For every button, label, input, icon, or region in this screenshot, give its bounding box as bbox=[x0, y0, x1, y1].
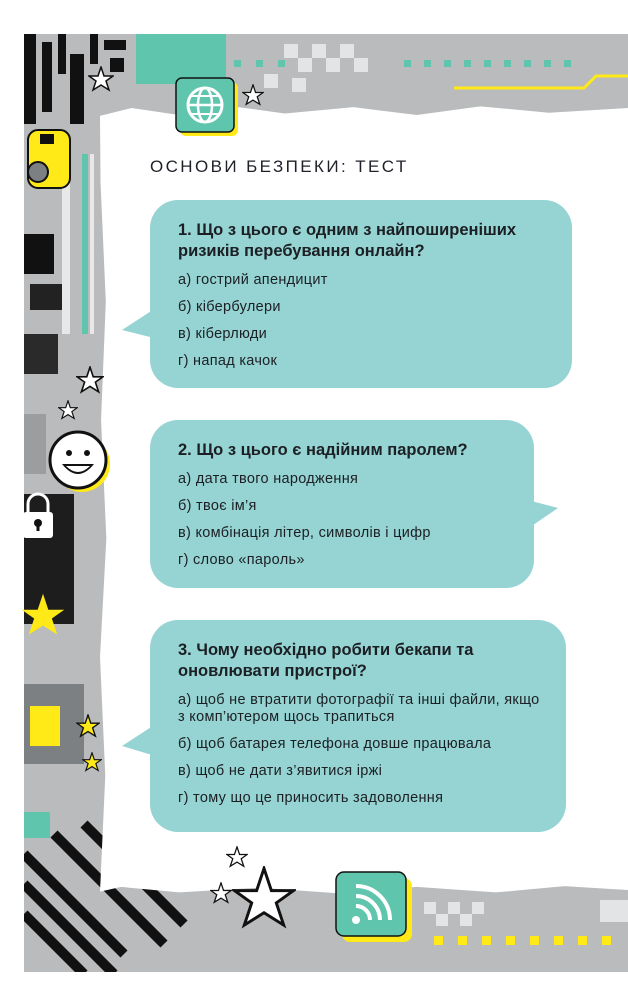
star-icon bbox=[76, 714, 100, 743]
answer-option: в) кіберлюди bbox=[178, 326, 268, 342]
answer-option: б) щоб батарея телефона довше працювала bbox=[178, 736, 492, 752]
answer-option: в) щоб не дати з’явитися іржі bbox=[178, 763, 383, 779]
globe-icon bbox=[172, 76, 242, 138]
page-title: ОСНОВИ БЕЗПЕКИ: ТЕСТ bbox=[150, 157, 409, 176]
padlock-icon bbox=[20, 492, 56, 545]
answer-option: в) комбінація літер, символів і цифр bbox=[178, 525, 431, 541]
question-text: 3. Чому необхідно робити бекапи та оновлювати пристрої? bbox=[178, 641, 474, 680]
smiley-icon bbox=[46, 428, 114, 501]
star-icon bbox=[82, 752, 102, 777]
answer-option: а) щоб не втратити фотографії та інші файли, якщо з комп’ютером щось трапиться bbox=[178, 692, 540, 725]
star-icon bbox=[20, 592, 66, 643]
answer-option: а) гострий апендицит bbox=[178, 272, 328, 288]
star-icon bbox=[242, 84, 264, 111]
star-icon bbox=[232, 866, 296, 935]
answer-list bbox=[178, 692, 548, 807]
answer-option: г) тому що це приносить задоволення bbox=[178, 790, 444, 806]
answer-option: б) кібербулери bbox=[178, 299, 281, 315]
answer-option: г) слово «пароль» bbox=[178, 552, 305, 568]
answer-list bbox=[178, 471, 516, 569]
question-text: 1. Що з цього є одним з найпоширеніших ризиків перебування онлайн? bbox=[178, 221, 517, 260]
answer-option: а) дата твого народження bbox=[178, 471, 359, 487]
wifi-icon bbox=[334, 870, 414, 949]
star-icon bbox=[88, 66, 114, 97]
question-card-2 bbox=[150, 420, 534, 588]
answer-list bbox=[178, 272, 554, 370]
answer-option: б) твоє ім’я bbox=[178, 498, 257, 514]
question-card-1 bbox=[150, 200, 572, 388]
star-icon bbox=[58, 400, 78, 425]
star-icon bbox=[210, 882, 232, 909]
question-text: 2. Що з цього є надійним паролем? bbox=[178, 441, 468, 459]
star-icon bbox=[76, 366, 104, 399]
question-card-3 bbox=[150, 620, 566, 832]
answer-option: г) напад качок bbox=[178, 353, 278, 369]
